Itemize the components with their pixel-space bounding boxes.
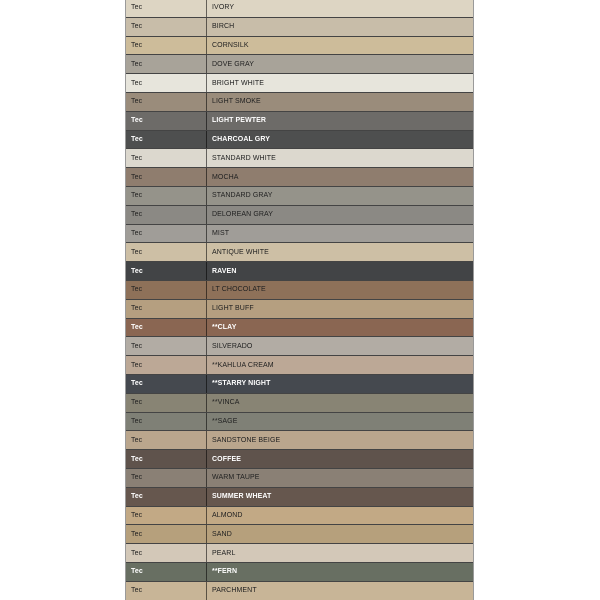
brand-cell: Tec (126, 525, 207, 543)
table-row (126, 356, 473, 375)
table-row (126, 319, 473, 338)
table-row (126, 112, 473, 131)
brand-cell: Tec (126, 37, 207, 55)
table-row (126, 18, 473, 37)
table-row (126, 225, 473, 244)
brand-cell: Tec (126, 243, 207, 261)
color-name-cell: COFFEE (212, 455, 241, 463)
table-row (126, 563, 473, 582)
brand-cell: Tec (126, 93, 207, 111)
table-row (126, 544, 473, 563)
table-row (126, 55, 473, 74)
brand-cell: Tec (126, 544, 207, 562)
table-row (126, 187, 473, 206)
table-row (126, 206, 473, 225)
brand-cell: Tec (126, 225, 207, 243)
color-name-cell: LIGHT SMOKE (212, 98, 261, 106)
brand-cell: Tec (126, 168, 207, 186)
table-row (126, 450, 473, 469)
color-name-cell: SILVERADO (212, 342, 253, 350)
brand-cell: Tec (126, 431, 207, 449)
color-name-cell: ANTIQUE WHITE (212, 248, 269, 256)
grout-color-rows (126, 0, 473, 600)
brand-cell: Tec (126, 507, 207, 525)
color-name-cell: SUMMER WHEAT (212, 493, 272, 501)
brand-cell: Tec (126, 131, 207, 149)
color-name-cell: MIST (212, 229, 230, 237)
table-row (126, 300, 473, 319)
table-row (126, 375, 473, 394)
table-row (126, 131, 473, 150)
table-row (126, 488, 473, 507)
brand-cell: Tec (126, 187, 207, 205)
color-name-cell: STANDARD WHITE (212, 154, 276, 162)
color-name-cell: WARM TAUPE (212, 474, 260, 482)
color-name-cell: CORNSILK (212, 41, 249, 49)
brand-cell: Tec (126, 300, 207, 318)
table-row (126, 243, 473, 262)
brand-cell: Tec (126, 0, 207, 17)
table-row (126, 281, 473, 300)
color-name-cell: ALMOND (212, 511, 243, 519)
brand-cell: Tec (126, 55, 207, 73)
color-name-cell: **VINCA (212, 399, 240, 407)
color-name-cell: DELOREAN GRAY (212, 211, 274, 219)
table-row (126, 0, 473, 18)
brand-cell: Tec (126, 18, 207, 36)
color-name-cell: SAND (212, 530, 232, 538)
color-name-cell: **KAHLUA CREAM (212, 361, 274, 369)
brand-cell: Tec (126, 582, 207, 600)
table-row (126, 507, 473, 526)
table-row (126, 37, 473, 56)
brand-cell: Tec (126, 262, 207, 280)
brand-cell: Tec (126, 281, 207, 299)
color-name-cell: CHARCOAL GRY (212, 135, 270, 143)
color-name-cell: **FERN (212, 568, 238, 576)
color-name-cell: PEARL (212, 549, 236, 557)
brand-cell: Tec (126, 394, 207, 412)
color-name-cell: **CLAY (212, 323, 237, 331)
brand-cell: Tec (126, 337, 207, 355)
table-row (126, 93, 473, 112)
table-row (126, 262, 473, 281)
color-name-cell: LT CHOCOLATE (212, 286, 266, 294)
brand-cell: Tec (126, 469, 207, 487)
color-name-cell: BRIGHT WHITE (212, 79, 265, 87)
brand-cell: Tec (126, 356, 207, 374)
brand-cell: Tec (126, 450, 207, 468)
color-name-cell: STANDARD GRAY (212, 192, 273, 200)
brand-cell: Tec (126, 319, 207, 337)
grout-color-table (125, 0, 474, 600)
brand-cell: Tec (126, 112, 207, 130)
table-row (126, 168, 473, 187)
table-row (126, 469, 473, 488)
table-row (126, 74, 473, 93)
table-row (126, 582, 473, 600)
color-name-cell: MOCHA (212, 173, 239, 181)
color-name-cell: **SAGE (212, 417, 238, 425)
table-row (126, 525, 473, 544)
brand-cell: Tec (126, 413, 207, 431)
table-row (126, 149, 473, 168)
color-name-cell: **STARRY NIGHT (212, 380, 271, 388)
table-row (126, 337, 473, 356)
color-name-cell: LIGHT PEWTER (212, 117, 267, 125)
brand-cell: Tec (126, 149, 207, 167)
color-name-cell: LIGHT BUFF (212, 305, 254, 313)
brand-cell: Tec (126, 563, 207, 581)
table-row (126, 394, 473, 413)
color-name-cell: BIRCH (212, 23, 235, 31)
table-row (126, 431, 473, 450)
color-name-cell: SANDSTONE BEIGE (212, 436, 281, 444)
color-name-cell: IVORY (212, 4, 235, 12)
brand-cell: Tec (126, 206, 207, 224)
table-row (126, 413, 473, 432)
color-name-cell: RAVEN (212, 267, 237, 275)
color-name-cell: DOVE GRAY (212, 60, 255, 68)
color-name-cell: PARCHMENT (212, 587, 257, 595)
brand-cell: Tec (126, 375, 207, 393)
brand-cell: Tec (126, 74, 207, 92)
brand-cell: Tec (126, 488, 207, 506)
